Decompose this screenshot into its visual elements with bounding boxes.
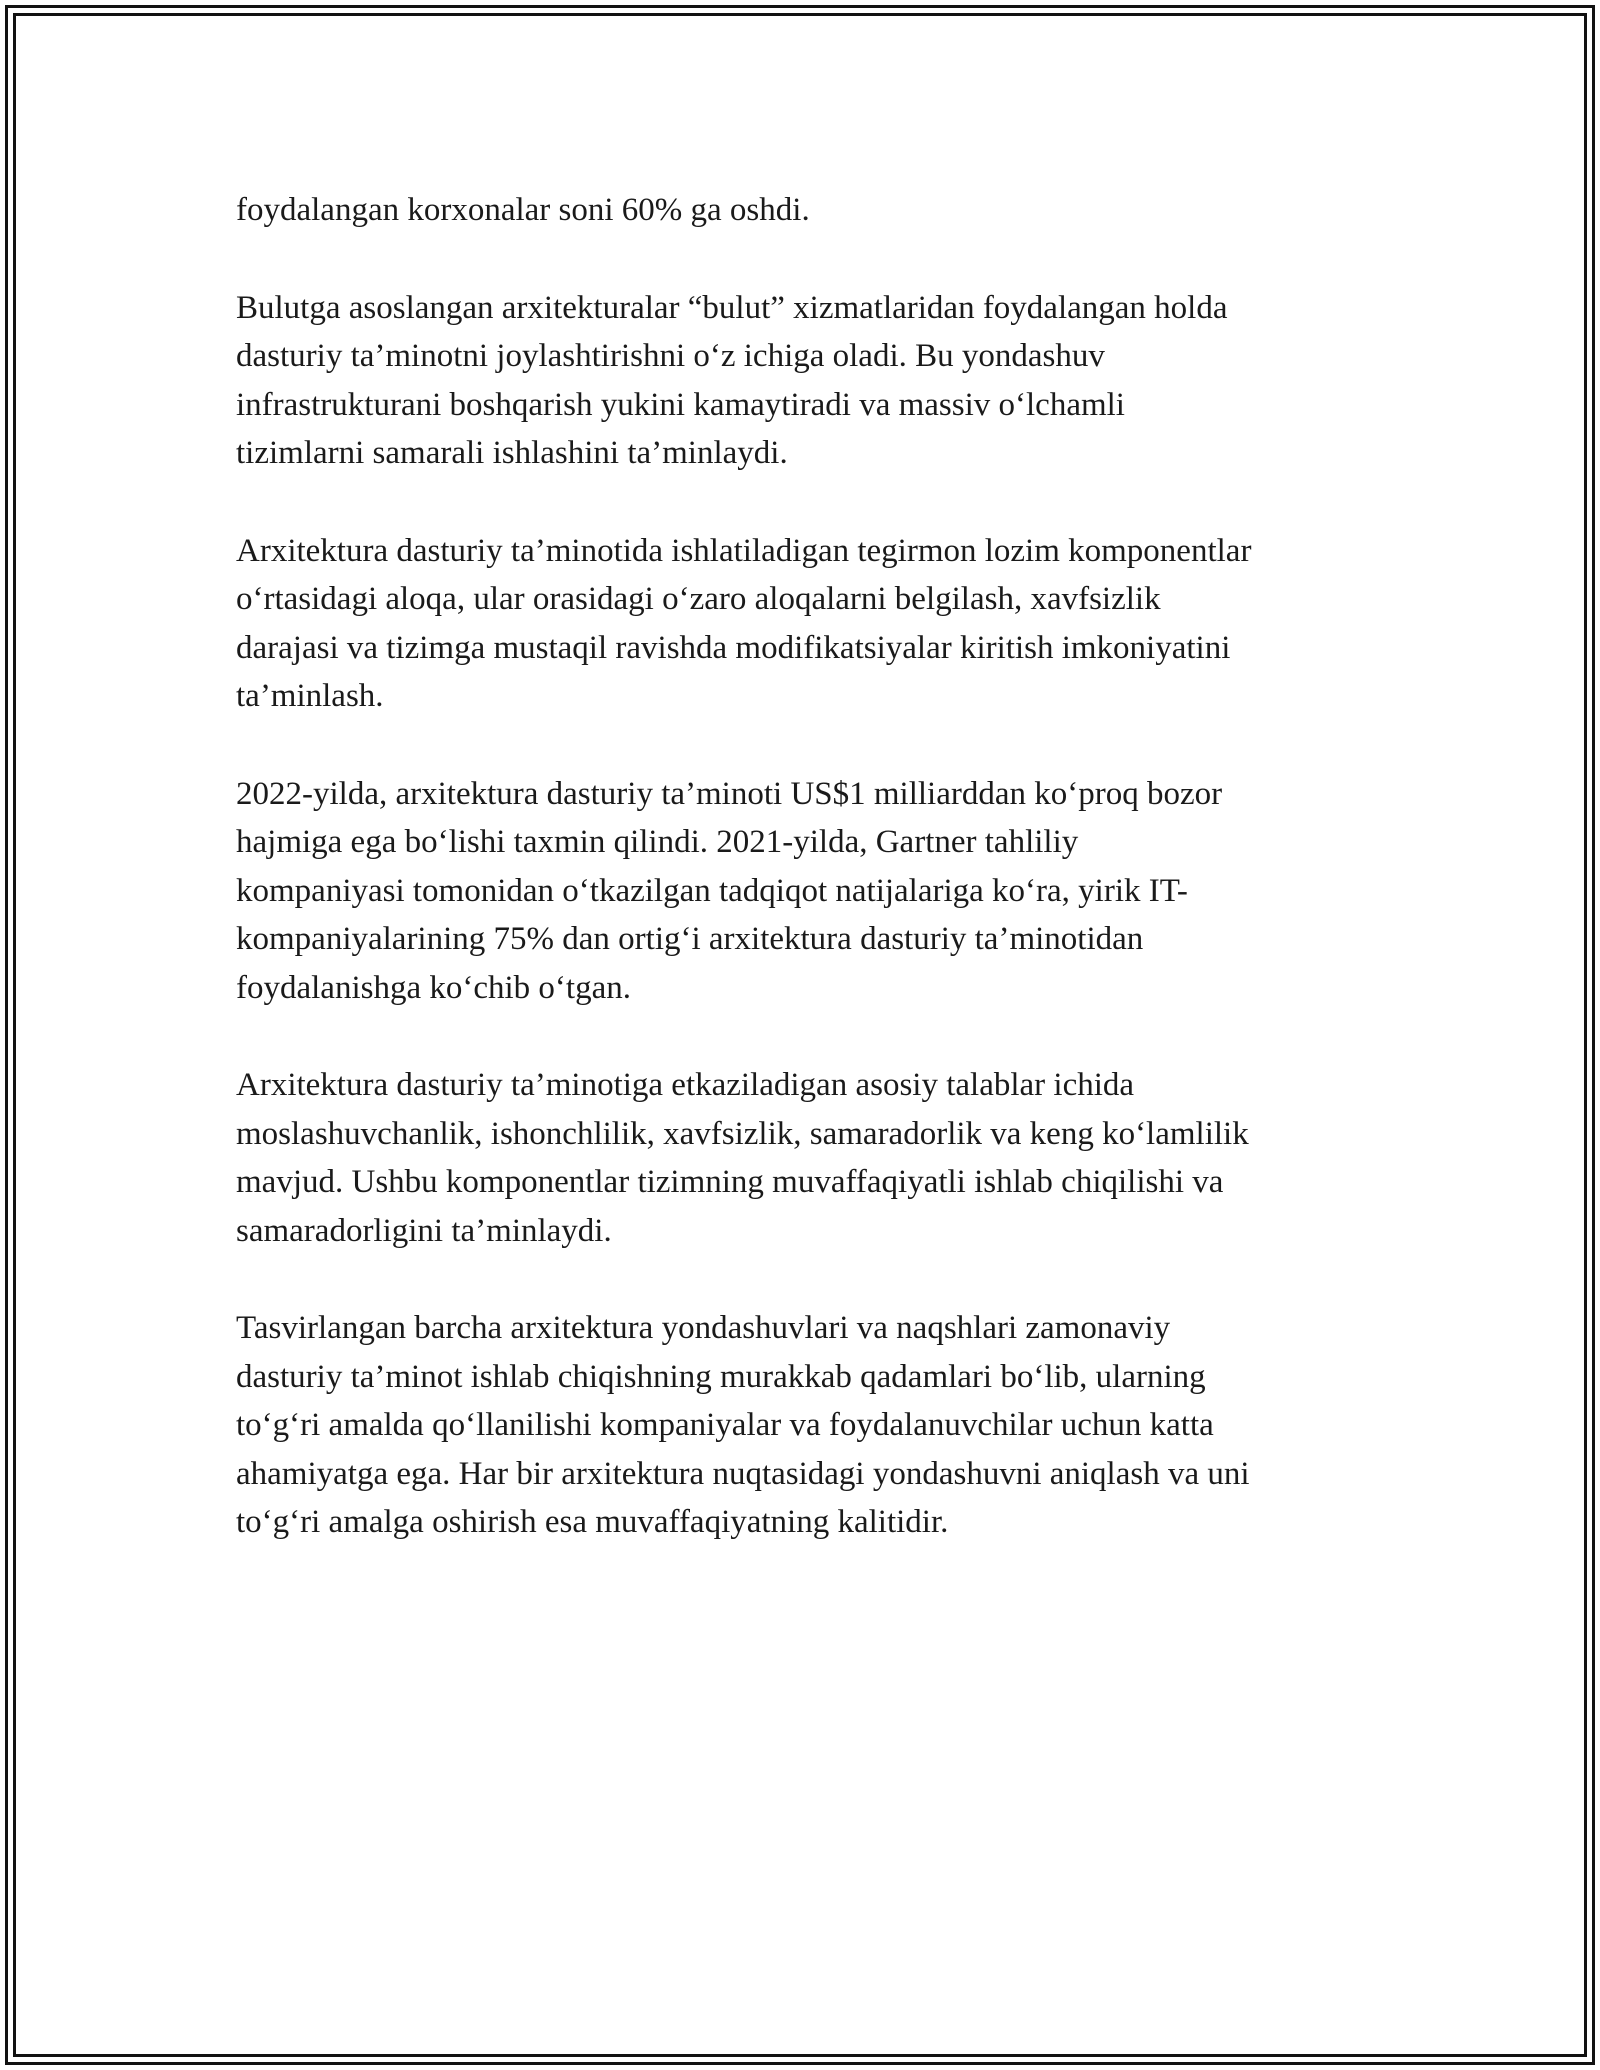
text-line: dasturiy ta’minot ishlab chiqishning murakkab qadamlari bo‘lib, ularning [236, 1358, 1206, 1395]
text-line: Arxitektura dasturiy ta’minotiga etkaziladigan asosiy talablar ichida [236, 1067, 1135, 1103]
paragraph-6 [236, 1304, 1366, 1547]
text-line: o‘rtasidagi aloqa, ular orasidagi o‘zaro aloqalarni belgilash, xavfsizlik [236, 581, 1161, 617]
text-line: samaradorligini ta’minlaydi. [236, 1212, 612, 1249]
document-body [236, 186, 1366, 1596]
text-line: foydalangan korxonalar soni 60% ga oshdi. [236, 192, 810, 228]
paragraph-3 [236, 527, 1366, 721]
text-line: mavjud. Ushbu komponentlar tizimning muvaffaqiyatli ishlab chiqilishi va [236, 1164, 1224, 1200]
text-line: kompaniyalarining 75% dan ortig‘i arxitektura dasturiy ta’minotidan [236, 921, 1144, 957]
text-line: dasturiy ta’minotni joylashtirishni o‘z ichiga oladi. Bu yondashuv [236, 338, 1105, 374]
paragraph-4 [236, 770, 1366, 1013]
paragraph-2 [236, 284, 1366, 478]
text-line: Arxitektura dasturiy ta’minotida ishlatiladigan tegirmon lozim komponentlar [236, 532, 1252, 569]
text-line: infrastrukturani boshqarish yukini kamaytiradi va massiv o‘lchamli [236, 386, 1125, 423]
text-line: Tasvirlangan barcha arxitektura yondashuvlari va naqshlari zamonaviy [236, 1310, 1171, 1346]
text-line: ahamiyatga ega. Har bir arxitektura nuqtasidagi yondashuvni aniqlash va uni [236, 1455, 1250, 1492]
text-line: hajmiga ega bo‘lishi taxmin qilindi. 2021-yilda, Gartner tahliliy [236, 824, 1079, 860]
text-line: moslashuvchanlik, ishonchlilik, xavfsizlik, samaradorlik va keng ko‘lamlilik [236, 1115, 1249, 1152]
text-line: foydalanishga ko‘chib o‘tgan. [236, 969, 631, 1006]
text-line: tizimlarni samarali ishlashini ta’minlaydi. [236, 435, 788, 471]
text-line: kompaniyasi tomonidan o‘tkazilgan tadqiqot natijalariga ko‘ra, yirik IT- [236, 872, 1188, 909]
text-line: to‘g‘ri amalda qo‘llanilishi kompaniyalar va foydalanuvchilar uchun katta [236, 1407, 1214, 1443]
text-line: Bulutga asoslangan arxitekturalar “bulut” xizmatlaridan foydalangan holda [236, 289, 1228, 326]
paragraph-1 [236, 186, 1366, 235]
text-line: to‘g‘ri amalga oshirish esa muvaffaqiyatning kalitidir. [236, 1504, 949, 1540]
text-line: 2022-yilda, arxitektura dasturiy ta’minoti US$1 milliarddan ko‘proq bozor [236, 775, 1223, 812]
paragraph-5 [236, 1061, 1366, 1255]
text-line: ta’minlash. [236, 678, 384, 714]
text-line: darajasi va tizimga mustaqil ravishda modifikatsiyalar kiritish imkoniyatini [236, 629, 1231, 666]
